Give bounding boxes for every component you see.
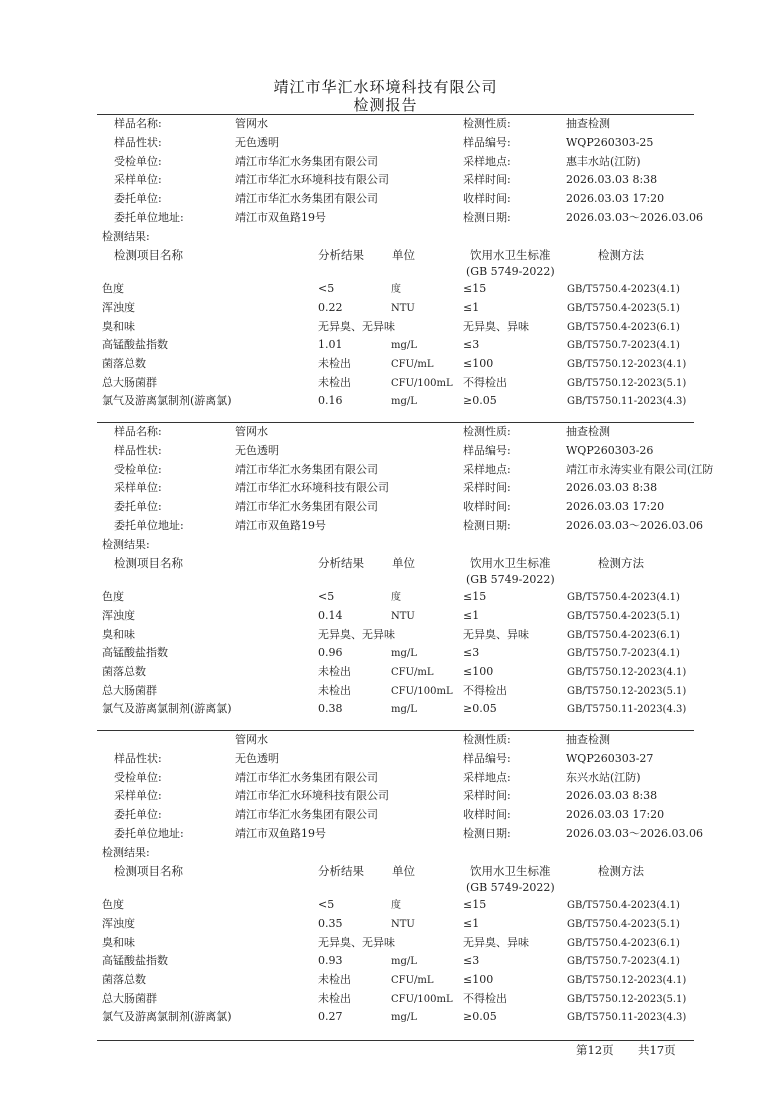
col-header-standard: 饮用水卫生标准 (470, 863, 551, 878)
cell-unit: CFU/100mL (391, 685, 453, 697)
cell-standard: 不得检出 (463, 991, 507, 1005)
cell-unit: CFU/100mL (391, 993, 453, 1005)
sample-time-label: 采样时间: (463, 481, 511, 495)
receive-time-label: 收样时间: (463, 500, 511, 514)
cell-unit: CFU/mL (391, 359, 434, 370)
cell-method: GB/T5750.11-2023(4.3) (567, 1012, 687, 1024)
col-header-item: 检测项目名称 (114, 247, 183, 262)
client-label: 受检单位: (114, 154, 162, 168)
location-label: 采样地点: (463, 462, 511, 476)
sampler-value: 靖江市华汇水环境科技有限公司 (235, 481, 389, 495)
location-value: 东兴水站(江防) (566, 770, 641, 784)
results-label: 检测结果: (102, 229, 150, 243)
bottom-divider (97, 1040, 694, 1041)
sampler-label: 采样单位: (114, 481, 162, 495)
sampler-value: 靖江市华汇水环境科技有限公司 (235, 789, 389, 803)
receive-time-value: 2026.03.03 17:20 (566, 500, 665, 514)
cell-result: 1.01 (318, 338, 343, 352)
cell-result: <5 (318, 282, 335, 296)
cell-item: 臭和味 (102, 935, 135, 949)
cell-standard: ≤15 (463, 590, 487, 604)
cell-result: <5 (318, 898, 335, 912)
cell-method: GB/T5750.4-2023(5.1) (567, 918, 680, 930)
sampler-label: 采样单位: (114, 789, 162, 803)
cell-standard: ≥0.05 (463, 1010, 497, 1024)
client-value: 靖江市华汇水务集团有限公司 (235, 770, 378, 784)
cell-result: 0.35 (318, 916, 343, 930)
cell-result: 0.96 (318, 646, 343, 660)
cell-standard: ≤1 (463, 300, 480, 314)
col-header-item: 检测项目名称 (114, 863, 183, 878)
cell-unit: 度 (391, 900, 401, 912)
test-date-label: 检测日期: (463, 211, 511, 224)
col-header-unit: 单位 (392, 247, 415, 262)
col-header-method: 检测方法 (598, 863, 644, 878)
entrust-value: 靖江市华汇水务集团有限公司 (235, 500, 378, 514)
results-label: 检测结果: (102, 537, 150, 551)
client-value: 靖江市华汇水务集团有限公司 (235, 154, 378, 168)
cell-item: 臭和味 (102, 627, 135, 641)
location-value: 靖江市永涛实业有限公司(江防 (566, 462, 714, 476)
col-header-unit: 单位 (392, 863, 415, 878)
col-header-standard: 饮用水卫生标准 (470, 247, 551, 262)
col-header-standard-code: (GB 5749-2022) (466, 572, 555, 586)
cell-method: GB/T5750.12-2023(4.1) (567, 667, 687, 678)
receive-time-label: 收样时间: (463, 192, 511, 206)
cell-standard: ≤1 (463, 916, 480, 930)
cell-result: <5 (318, 590, 335, 604)
entrust-addr-label: 委托单位地址: (114, 519, 184, 532)
receive-time-value: 2026.03.03 17:20 (566, 808, 665, 822)
cell-standard: ≤3 (463, 646, 480, 660)
cell-item: 高锰酸盐指数 (102, 646, 168, 660)
test-type-value: 抽查检测 (566, 117, 610, 130)
sample-time-label: 采样时间: (463, 173, 511, 187)
cell-item: 浑浊度 (102, 608, 135, 622)
cell-item: 高锰酸盐指数 (102, 954, 168, 968)
cell-standard: ≤15 (463, 282, 487, 296)
sample-name-label: 样品名称: (114, 117, 162, 130)
cell-unit: mg/L (391, 704, 417, 716)
test-date-label: 检测日期: (463, 827, 511, 840)
sample-no-value: WQP260303-26 (566, 443, 654, 457)
sample-time-label: 采样时间: (463, 789, 511, 803)
cell-method: GB/T5750.4-2023(4.1) (567, 284, 680, 296)
cell-result: 未检出 (318, 665, 351, 678)
cell-method: GB/T5750.7-2023(4.1) (567, 956, 680, 968)
cell-method: GB/T5750.12-2023(4.1) (567, 975, 687, 986)
cell-standard: 不得检出 (463, 375, 507, 389)
cell-unit: NTU (391, 918, 415, 930)
cell-item: 色度 (102, 898, 124, 912)
col-header-method: 检测方法 (598, 555, 644, 570)
test-type-label: 检测性质: (463, 733, 511, 746)
cell-item: 氯气及游离氯制剂(游离氯) (102, 1010, 232, 1024)
col-header-standard-code: (GB 5749-2022) (466, 264, 555, 278)
entrust-addr-label: 委托单位地址: (114, 211, 184, 224)
sample-no-value: WQP260303-27 (566, 751, 654, 765)
cell-item: 浑浊度 (102, 916, 135, 930)
cell-method: GB/T5750.11-2023(4.3) (567, 704, 687, 716)
entrust-addr-value: 靖江市双鱼路19号 (235, 211, 326, 224)
cell-method: GB/T5750.12-2023(4.1) (567, 359, 687, 370)
entrust-addr-value: 靖江市双鱼路19号 (235, 827, 326, 840)
cell-unit: NTU (391, 302, 415, 314)
cell-result: 未检出 (318, 375, 351, 389)
sampler-value: 靖江市华汇水环境科技有限公司 (235, 173, 389, 187)
cell-method: GB/T5750.4-2023(5.1) (567, 302, 680, 314)
cell-unit: mg/L (391, 340, 417, 352)
col-header-standard-code: (GB 5749-2022) (466, 880, 555, 894)
cell-unit: mg/L (391, 396, 417, 408)
cell-standard: ≤15 (463, 898, 487, 912)
block-divider (97, 730, 694, 731)
cell-unit: CFU/100mL (391, 377, 453, 389)
test-type-value: 抽查检测 (566, 733, 610, 746)
cell-item: 氯气及游离氯制剂(游离氯) (102, 702, 232, 716)
cell-standard: 无异臭、异味 (463, 627, 529, 641)
cell-standard: ≤100 (463, 973, 494, 986)
cell-item: 总大肠菌群 (102, 375, 157, 389)
test-date-value: 2026.03.03～2026.03.06 (566, 827, 703, 840)
cell-standard: ≥0.05 (463, 394, 497, 408)
cell-result: 0.14 (318, 608, 343, 622)
test-type-label: 检测性质: (463, 425, 511, 438)
cell-standard: 无异臭、异味 (463, 319, 529, 333)
sample-state-value: 无色透明 (235, 443, 279, 457)
cell-result: 0.16 (318, 394, 343, 408)
cell-standard: ≤3 (463, 954, 480, 968)
sample-name-value: 管网水 (235, 425, 268, 438)
cell-method: GB/T5750.7-2023(4.1) (567, 648, 680, 660)
cell-unit: mg/L (391, 648, 417, 660)
test-type-label: 检测性质: (463, 117, 511, 130)
cell-unit: mg/L (391, 1012, 417, 1024)
cell-item: 总大肠菌群 (102, 683, 157, 697)
sample-state-label: 样品性状: (114, 135, 162, 149)
entrust-addr-label: 委托单位地址: (114, 827, 184, 840)
cell-unit: 度 (391, 592, 401, 604)
cell-result: 0.93 (318, 954, 343, 968)
sample-time-value: 2026.03.03 8:38 (566, 481, 658, 495)
cell-standard: 无异臭、异味 (463, 935, 529, 949)
test-date-label: 检测日期: (463, 519, 511, 532)
cell-unit: CFU/mL (391, 975, 434, 986)
test-type-value: 抽查检测 (566, 425, 610, 438)
cell-result: 无异臭、无异味 (318, 319, 395, 333)
cell-item: 浑浊度 (102, 300, 135, 314)
cell-standard: 不得检出 (463, 683, 507, 697)
cell-result: 未检出 (318, 973, 351, 986)
entrust-label: 委托单位: (114, 500, 162, 514)
cell-standard: ≥0.05 (463, 702, 497, 716)
cell-method: GB/T5750.12-2023(5.1) (567, 377, 687, 389)
results-label: 检测结果: (102, 845, 150, 859)
cell-method: GB/T5750.4-2023(6.1) (567, 937, 680, 949)
cell-method: GB/T5750.4-2023(4.1) (567, 900, 680, 912)
cell-method: GB/T5750.7-2023(4.1) (567, 340, 680, 352)
cell-item: 色度 (102, 590, 124, 604)
entrust-value: 靖江市华汇水务集团有限公司 (235, 192, 378, 206)
sample-state-label: 样品性状: (114, 751, 162, 765)
cell-result: 未检出 (318, 991, 351, 1005)
location-label: 采样地点: (463, 154, 511, 168)
company-name: 靖江市华汇水环境科技有限公司 (273, 78, 498, 96)
sample-no-label: 样品编号: (463, 751, 511, 765)
sample-name-label: 样品名称: (114, 425, 162, 438)
col-header-result: 分析结果 (318, 555, 364, 570)
client-value: 靖江市华汇水务集团有限公司 (235, 462, 378, 476)
cell-item: 总大肠菌群 (102, 991, 157, 1005)
cell-item: 氯气及游离氯制剂(游离氯) (102, 394, 232, 408)
entrust-label: 委托单位: (114, 192, 162, 206)
col-header-unit: 单位 (392, 555, 415, 570)
sampler-label: 采样单位: (114, 173, 162, 187)
test-date-value: 2026.03.03～2026.03.06 (566, 211, 703, 224)
cell-standard: ≤3 (463, 338, 480, 352)
page-number: 第12页 (576, 1043, 614, 1057)
entrust-addr-value: 靖江市双鱼路19号 (235, 519, 326, 532)
entrust-label: 委托单位: (114, 808, 162, 822)
page-total: 共17页 (638, 1043, 676, 1057)
sample-no-label: 样品编号: (463, 443, 511, 457)
cell-item: 菌落总数 (102, 357, 146, 370)
cell-standard: ≤100 (463, 665, 494, 678)
cell-unit: 度 (391, 284, 401, 296)
cell-result: 无异臭、无异味 (318, 627, 395, 641)
receive-time-value: 2026.03.03 17:20 (566, 192, 665, 206)
sample-name-value: 管网水 (235, 733, 268, 746)
cell-result: 无异臭、无异味 (318, 935, 395, 949)
sample-name-value: 管网水 (235, 117, 268, 130)
cell-result: 未检出 (318, 683, 351, 697)
test-date-value: 2026.03.03～2026.03.06 (566, 519, 703, 532)
cell-unit: mg/L (391, 956, 417, 968)
cell-unit: CFU/mL (391, 667, 434, 678)
cell-item: 色度 (102, 282, 124, 296)
client-label: 受检单位: (114, 462, 162, 476)
col-header-result: 分析结果 (318, 863, 364, 878)
cell-standard: ≤100 (463, 357, 494, 370)
sample-state-value: 无色透明 (235, 135, 279, 149)
cell-method: GB/T5750.4-2023(4.1) (567, 592, 680, 604)
cell-method: GB/T5750.12-2023(5.1) (567, 685, 687, 697)
receive-time-label: 收样时间: (463, 808, 511, 822)
location-label: 采样地点: (463, 770, 511, 784)
cell-result: 0.27 (318, 1010, 343, 1024)
entrust-value: 靖江市华汇水务集团有限公司 (235, 808, 378, 822)
location-value: 惠丰水站(江防) (566, 154, 641, 168)
cell-method: GB/T5750.12-2023(5.1) (567, 993, 687, 1005)
col-header-item: 检测项目名称 (114, 555, 183, 570)
cell-item: 菌落总数 (102, 973, 146, 986)
report-title: 检测报告 (353, 96, 418, 114)
sample-time-value: 2026.03.03 8:38 (566, 173, 658, 187)
cell-unit: NTU (391, 610, 415, 622)
col-header-method: 检测方法 (598, 247, 644, 262)
cell-result: 0.38 (318, 702, 343, 716)
top-divider (97, 114, 694, 115)
cell-method: GB/T5750.11-2023(4.3) (567, 396, 687, 408)
sample-no-value: WQP260303-25 (566, 135, 654, 149)
cell-method: GB/T5750.4-2023(6.1) (567, 629, 680, 641)
cell-result: 未检出 (318, 357, 351, 370)
cell-item: 臭和味 (102, 319, 135, 333)
cell-item: 菌落总数 (102, 665, 146, 678)
col-header-standard: 饮用水卫生标准 (470, 555, 551, 570)
sample-state-label: 样品性状: (114, 443, 162, 457)
cell-method: GB/T5750.4-2023(5.1) (567, 610, 680, 622)
cell-standard: ≤1 (463, 608, 480, 622)
col-header-result: 分析结果 (318, 247, 364, 262)
sample-time-value: 2026.03.03 8:38 (566, 789, 658, 803)
block-divider (97, 422, 694, 423)
sample-state-value: 无色透明 (235, 751, 279, 765)
sample-no-label: 样品编号: (463, 135, 511, 149)
cell-method: GB/T5750.4-2023(6.1) (567, 321, 680, 333)
cell-result: 0.22 (318, 300, 343, 314)
client-label: 受检单位: (114, 770, 162, 784)
cell-item: 高锰酸盐指数 (102, 338, 168, 352)
